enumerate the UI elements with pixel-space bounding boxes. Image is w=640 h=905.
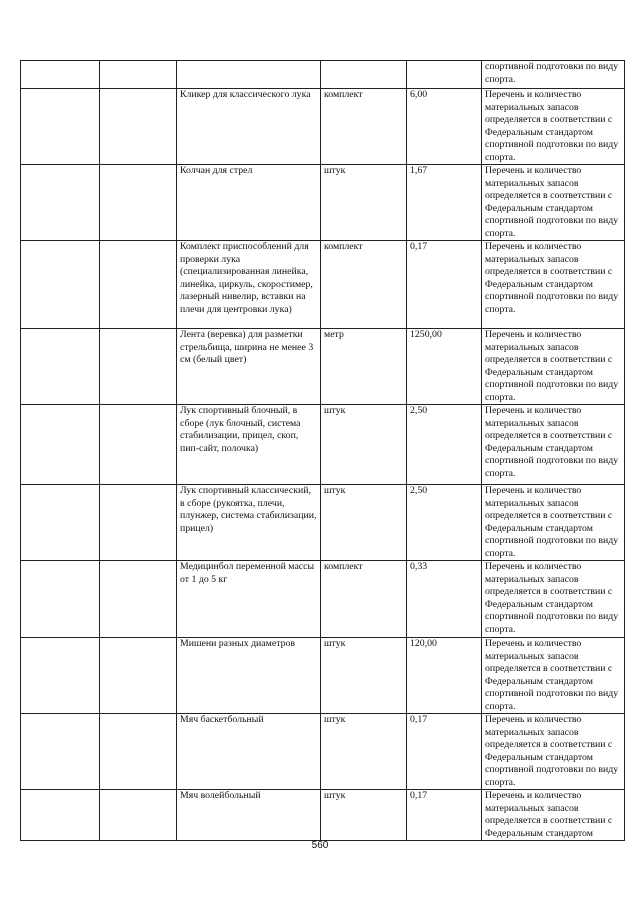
- quantity-cell: 6,00: [407, 89, 482, 165]
- note-cell: Перечень и количество материальных запасов определяется в соответствии с Федеральным стандартом спортивной подготовки по виду спорта.: [482, 405, 625, 485]
- merged-col-2: [100, 638, 177, 714]
- merged-col-2: [100, 241, 177, 329]
- unit-cell: штук: [321, 165, 407, 241]
- unit-cell: комплект: [321, 561, 407, 638]
- note-cell: Перечень и количество материальных запасов определяется в соответствии с Федеральным стандартом спортивной подготовки по виду спорта.: [482, 485, 625, 561]
- merged-col-2: [100, 561, 177, 638]
- note-cell: Перечень и количество материальных запасов определяется в соответствии с Федеральным стандартом спортивной подготовки по виду спорта.: [482, 561, 625, 638]
- table-row: [21, 241, 625, 329]
- merged-col-2: [100, 790, 177, 841]
- quantity-cell: 0,17: [407, 241, 482, 329]
- merged-col-2: [100, 89, 177, 165]
- table-row: [21, 561, 625, 638]
- merged-col-2: [100, 61, 177, 89]
- merged-col-1: [21, 61, 100, 89]
- item-name-cell: Медицинбол переменной массы от 1 до 5 кг: [177, 561, 321, 638]
- table-row: [21, 61, 625, 89]
- quantity-cell: 0,17: [407, 714, 482, 790]
- quantity-cell: 120,00: [407, 638, 482, 714]
- item-name-cell: Кликер для классического лука: [177, 89, 321, 165]
- quantity-cell: 1250,00: [407, 329, 482, 405]
- merged-col-2: [100, 714, 177, 790]
- unit-cell: штук: [321, 485, 407, 561]
- item-name-cell: Мяч баскетбольный: [177, 714, 321, 790]
- item-name-cell: [177, 61, 321, 89]
- merged-col-1: [21, 714, 100, 790]
- merged-col-1: [21, 485, 100, 561]
- item-name-cell: Мяч волейбольный: [177, 790, 321, 841]
- item-name-cell: Лук спортивный блочный, в сборе (лук блочный, система стабилизации, прицел, скоп, пип-сайт, полочка): [177, 405, 321, 485]
- merged-col-2: [100, 405, 177, 485]
- item-name-cell: Мишени разных диаметров: [177, 638, 321, 714]
- unit-cell: штук: [321, 714, 407, 790]
- unit-cell: штук: [321, 790, 407, 841]
- quantity-cell: [407, 61, 482, 89]
- quantity-cell: 2,50: [407, 485, 482, 561]
- unit-cell: метр: [321, 329, 407, 405]
- table-row: [21, 485, 625, 561]
- equipment-table-body: [21, 61, 625, 841]
- item-name-cell: Лента (веревка) для разметки стрельбища, ширина не менее 3 см (белый цвет): [177, 329, 321, 405]
- merged-col-1: [21, 790, 100, 841]
- merged-col-2: [100, 329, 177, 405]
- merged-col-1: [21, 638, 100, 714]
- merged-col-1: [21, 329, 100, 405]
- merged-col-2: [100, 485, 177, 561]
- unit-cell: [321, 61, 407, 89]
- note-cell: Перечень и количество материальных запасов определяется в соответствии с Федеральным стандартом: [482, 790, 625, 841]
- quantity-cell: 0,17: [407, 790, 482, 841]
- unit-cell: штук: [321, 638, 407, 714]
- merged-col-1: [21, 405, 100, 485]
- quantity-cell: 0,33: [407, 561, 482, 638]
- merged-col-2: [100, 165, 177, 241]
- table-row: [21, 89, 625, 165]
- page-number: 560: [311, 840, 329, 851]
- quantity-cell: 2,50: [407, 405, 482, 485]
- unit-cell: комплект: [321, 89, 407, 165]
- quantity-cell: 1,67: [407, 165, 482, 241]
- unit-cell: комплект: [321, 241, 407, 329]
- item-name-cell: Лук спортивный классический, в сборе (рукоятка, плечи, плунжер, система стабилизации, прицел): [177, 485, 321, 561]
- table-row: [21, 329, 625, 405]
- table-row: [21, 638, 625, 714]
- note-cell: Перечень и количество материальных запасов определяется в соответствии с Федеральным стандартом спортивной подготовки по виду спорта.: [482, 241, 625, 329]
- note-cell: Перечень и количество материальных запасов определяется в соответствии с Федеральным стандартом спортивной подготовки по виду спорта.: [482, 89, 625, 165]
- merged-col-1: [21, 165, 100, 241]
- note-cell: Перечень и количество материальных запасов определяется в соответствии с Федеральным стандартом спортивной подготовки по виду спорта.: [482, 638, 625, 714]
- merged-col-1: [21, 89, 100, 165]
- merged-col-1: [21, 241, 100, 329]
- equipment-table: [20, 60, 625, 841]
- table-row: [21, 165, 625, 241]
- note-cell: Перечень и количество материальных запасов определяется в соответствии с Федеральным стандартом спортивной подготовки по виду спорта.: [482, 165, 625, 241]
- table-row: [21, 405, 625, 485]
- table-row: [21, 714, 625, 790]
- note-cell: Перечень и количество материальных запасов определяется в соответствии с Федеральным стандартом спортивной подготовки по виду спорта.: [482, 329, 625, 405]
- merged-col-1: [21, 561, 100, 638]
- unit-cell: штук: [321, 405, 407, 485]
- note-cell: спортивной подготовки по виду спорта.: [482, 61, 625, 89]
- item-name-cell: Колчан для стрел: [177, 165, 321, 241]
- table-row: [21, 790, 625, 841]
- item-name-cell: Комплект приспособлений для проверки лука (специализированная линейка, линейка, циркуль, скоростимер, лазерный нивелир, вставки на плечи для центровки лука): [177, 241, 321, 329]
- note-cell: Перечень и количество материальных запасов определяется в соответствии с Федеральным стандартом спортивной подготовки по виду спорта.: [482, 714, 625, 790]
